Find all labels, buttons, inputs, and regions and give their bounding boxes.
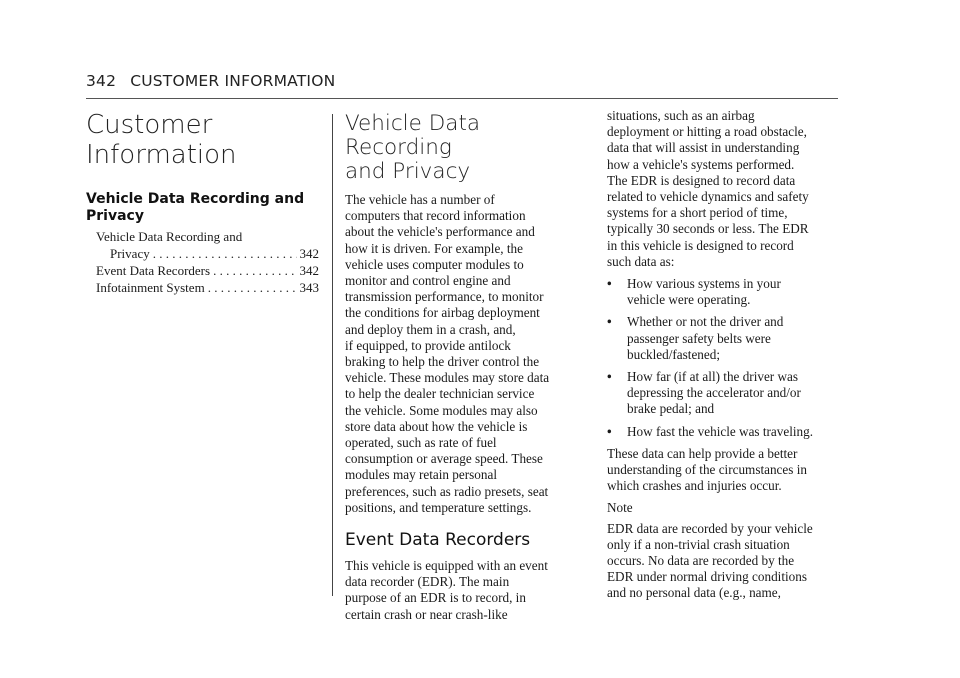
text-line: and no personal data (e.g., name, xyxy=(607,585,781,601)
text-line: how a vehicle's systems performed. xyxy=(607,156,795,172)
text-line: depressing the accelerator and/or xyxy=(627,385,801,401)
list-item xyxy=(607,369,842,418)
edr-heading: Event Data Recorders xyxy=(345,530,531,551)
text-line: how it is driven. For example, the xyxy=(345,240,523,256)
text-line: data that will assist in understanding xyxy=(607,140,800,156)
toc-heading xyxy=(86,191,326,225)
list-item-text xyxy=(627,369,801,418)
text-line: consumption or average speed. These xyxy=(345,451,543,467)
note-body xyxy=(607,521,842,602)
toc-leader-dots xyxy=(153,245,297,262)
text-line: EDR data are recorded by your vehicle xyxy=(607,520,813,536)
page-number: 342 xyxy=(86,72,117,90)
text-line: and deploy them in a crash, and, xyxy=(345,321,516,337)
text-line: the conditions for airbag deployment xyxy=(345,305,540,321)
toc-entry-title: Privacy xyxy=(110,246,150,261)
text-line: operated, such as rate of fuel xyxy=(345,435,497,451)
section-title-line: Customer xyxy=(86,110,213,140)
text-line: which crashes and injuries occur. xyxy=(607,478,782,494)
toc-entry-title: Event Data Recorders xyxy=(96,263,211,278)
header-section-title: CUSTOMER INFORMATION xyxy=(130,72,336,90)
vdr-heading xyxy=(345,112,577,184)
text-line: braking to help the driver control the xyxy=(345,354,540,370)
text-line: The vehicle has a number of xyxy=(345,192,495,207)
toc-entry-title: Infotainment System xyxy=(96,280,205,295)
bullet-icon: • xyxy=(607,369,612,385)
text-line: vehicle uses computer modules to xyxy=(345,256,524,272)
list-item-text xyxy=(627,424,813,440)
header-rule xyxy=(86,98,838,99)
bullet-icon: • xyxy=(607,314,612,330)
text-line: buckled/fastened; xyxy=(627,346,721,362)
text-line: occurs. No data are recorded by the xyxy=(607,553,795,569)
toc-leader-dots xyxy=(213,262,296,279)
vdr-heading-line: and Privacy xyxy=(345,159,471,184)
text-line: purpose of an EDR is to record, in xyxy=(345,590,526,606)
text-line: vehicle were operating. xyxy=(627,292,751,308)
toc-page-number: 342 xyxy=(299,263,319,278)
text-line: transmission performance, to monitor xyxy=(345,289,544,305)
toc-leader-dots xyxy=(208,279,297,296)
edr-summary xyxy=(607,446,842,495)
edr-continued-body xyxy=(607,108,842,270)
text-line: How various systems in your xyxy=(627,276,781,292)
list-item-text xyxy=(627,314,783,363)
page-header xyxy=(86,72,838,90)
text-line: The EDR is designed to record data xyxy=(607,172,796,188)
column-right xyxy=(607,108,842,602)
text-line: if equipped, to provide antilock xyxy=(345,337,511,353)
text-line: positions, and temperature settings. xyxy=(345,499,532,515)
text-line: How far (if at all) the driver was xyxy=(627,369,798,385)
edr-data-list xyxy=(607,276,842,440)
text-line: such data as: xyxy=(607,253,675,269)
text-line: Whether or not the driver and xyxy=(627,314,784,330)
list-item xyxy=(607,314,842,363)
toc-heading-line: Vehicle Data Recording and xyxy=(86,191,305,207)
column-middle xyxy=(345,112,577,623)
text-line: about the vehicle's performance and xyxy=(345,224,535,240)
text-line: situations, such as an airbag xyxy=(607,108,755,123)
text-line: in this vehicle is designed to record xyxy=(607,237,794,253)
text-line: passenger safety belts were xyxy=(627,330,771,346)
text-line: computers that record information xyxy=(345,208,526,224)
column-divider xyxy=(332,114,333,596)
bullet-icon: • xyxy=(607,276,612,292)
toc-page-number: 343 xyxy=(299,280,319,295)
toc-entry-title: Vehicle Data Recording and xyxy=(96,229,243,244)
toc-entry-event-data-recorders[interactable] xyxy=(96,262,319,279)
list-item xyxy=(607,424,842,440)
text-line: preferences, such as radio presets, seat xyxy=(345,483,549,499)
toc-entry-infotainment-system[interactable] xyxy=(96,279,319,296)
vdr-heading-line: Vehicle Data Recording xyxy=(345,111,481,160)
text-line: How fast the vehicle was traveling. xyxy=(627,423,814,439)
text-line: only if a non-trivial crash situation xyxy=(607,536,790,552)
text-line: certain crash or near crash-like xyxy=(345,606,508,622)
section-title xyxy=(86,110,326,170)
toc-page-number: 342 xyxy=(299,246,319,261)
text-line: typically 30 seconds or less. The EDR xyxy=(607,221,809,237)
note-label: Note xyxy=(607,500,633,516)
bullet-icon: • xyxy=(607,423,612,439)
toc-heading-line: Privacy xyxy=(86,208,144,224)
text-line: monitor and control engine and xyxy=(345,273,511,289)
text-line: to help the dealer technician service xyxy=(345,386,535,402)
toc-entry-vehicle-data-recording[interactable] xyxy=(96,228,319,262)
text-line: data recorder (EDR). The main xyxy=(345,574,510,590)
text-line: brake pedal; and xyxy=(627,401,715,417)
text-line: deployment or hitting a road obstacle, xyxy=(607,124,807,140)
section-title-line: Information xyxy=(86,140,237,170)
list-item-text xyxy=(627,276,781,308)
text-line: the vehicle. Some modules may also xyxy=(345,402,538,418)
text-line: related to vehicle dynamics and safety xyxy=(607,189,809,205)
text-line: vehicle. These modules may store data xyxy=(345,370,550,386)
text-line: This vehicle is equipped with an event xyxy=(345,558,548,574)
list-item xyxy=(607,276,842,308)
text-line: understanding of the circumstances in xyxy=(607,462,807,478)
text-line: store data about how the vehicle is xyxy=(345,418,528,434)
text-line: EDR under normal driving conditions xyxy=(607,569,807,585)
vdr-body xyxy=(345,192,577,516)
text-line: systems for a short period of time, xyxy=(607,205,788,221)
edr-body xyxy=(345,558,577,623)
text-line: modules may retain personal xyxy=(345,467,497,483)
text-line: These data can help provide a better xyxy=(607,445,798,461)
table-of-contents xyxy=(96,228,319,296)
